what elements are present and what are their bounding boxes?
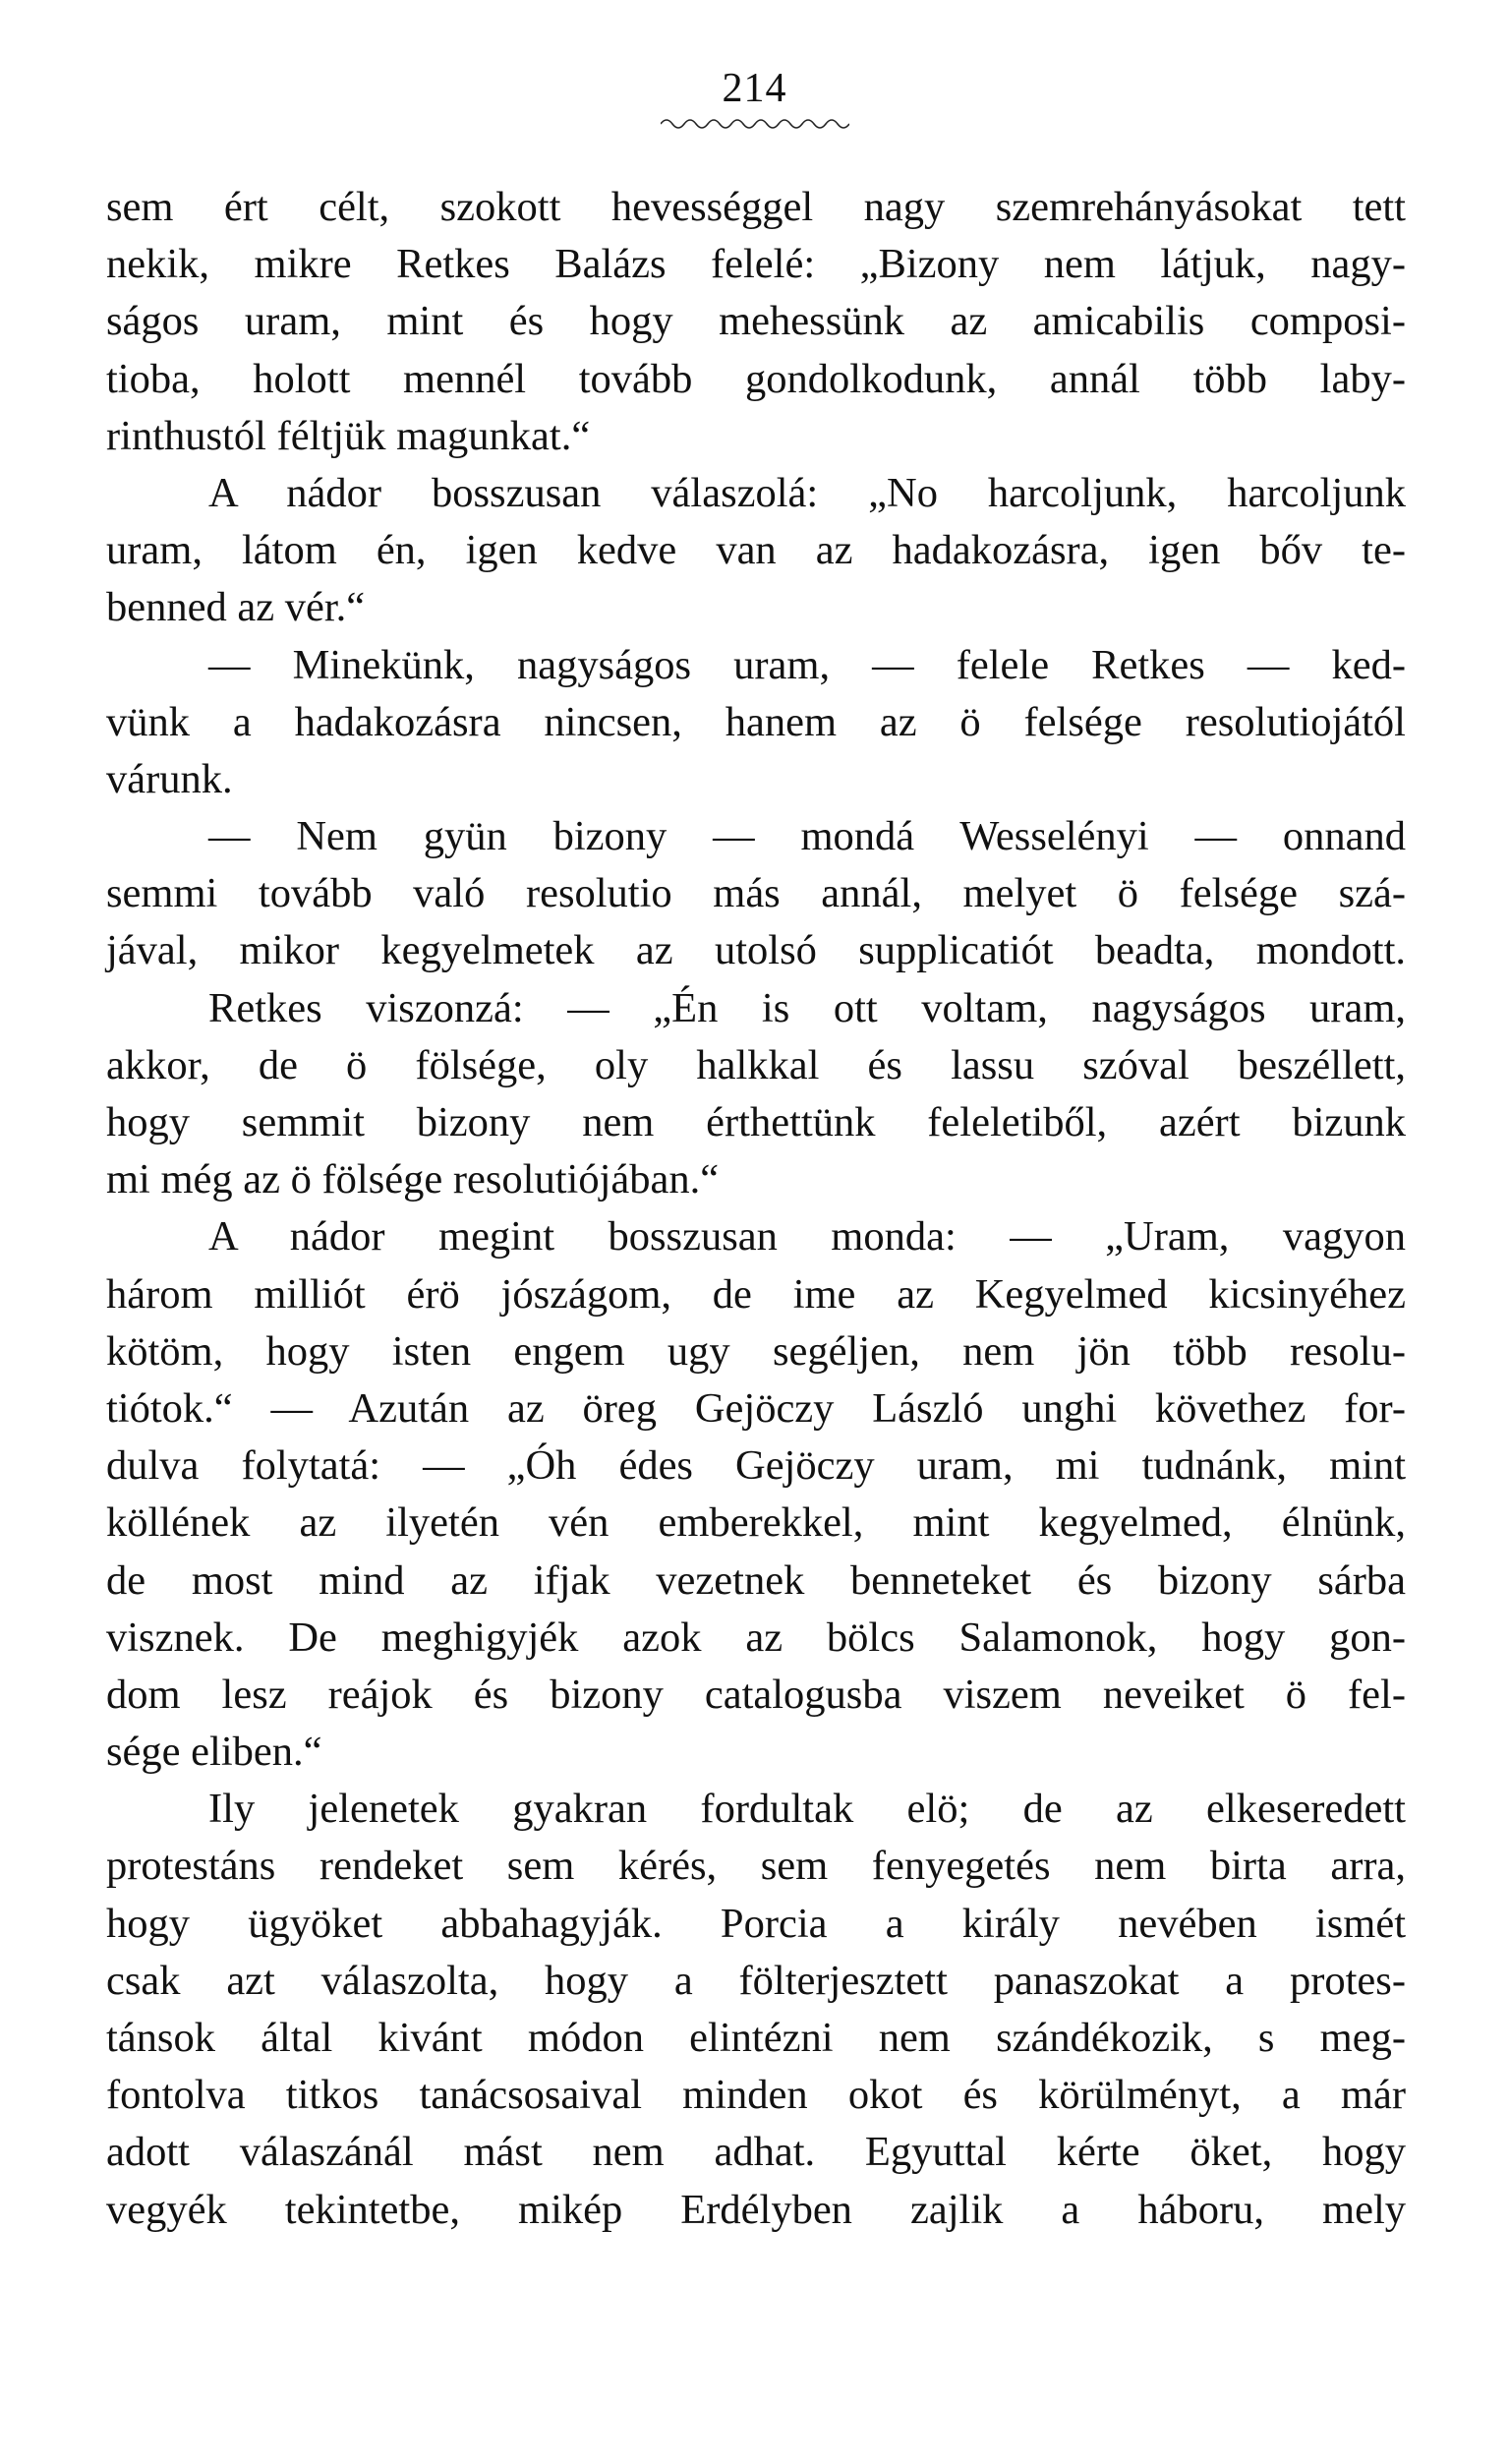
body-text: [106, 179, 1406, 2239]
text-line: vünk a hadakozásra nincsen, hanem az ö felsége resolutiojától: [106, 698, 1406, 745]
text-line: A nádor bosszusan válaszolá: „No harcoljunk, harcoljunk: [208, 469, 1406, 516]
text-line: csak azt válaszolta, hogy a fölterjesztett panaszokat a protes-: [106, 1957, 1406, 2004]
text-line: akkor, de ö fölsége, oly halkkal és lassu szóval beszéllett,: [106, 1041, 1406, 1088]
text-line: tiótok.“ — Azután az öreg Gejöczy László unghi követhez for-: [106, 1384, 1406, 1432]
text-line: Retkes viszonzá: — „Én is ott voltam, nagyságos uram,: [208, 984, 1406, 1031]
text-line: sem ért célt, szokott hevességgel nagy szemrehányásokat tett: [106, 184, 1406, 230]
text-line: dulva folytatá: — „Óh édes Gejöczy uram, mi tudnánk, mint: [106, 1442, 1406, 1490]
text-line: rinthustól féltjük magunkat.“: [106, 412, 591, 459]
text-line: sége eliben.“: [106, 1729, 322, 1776]
text-line: — Nem gyün bizony — mondá Wesselényi — onnand: [208, 813, 1406, 860]
text-line: hogy semmit bizony nem érthettünk feleletiből, azért bizunk: [106, 1099, 1406, 1145]
text-line: kötöm, hogy isten engem ugy segéljen, nem jön több resolu-: [106, 1327, 1406, 1375]
text-line: adott válaszánál mást nem adhat. Egyuttal kérte öket, hogy: [106, 2129, 1406, 2176]
text-line: várunk.: [106, 755, 233, 802]
text-line: mi még az ö fölsége resolutiójában.“: [106, 1156, 720, 1203]
text-line: három milliót érö jószágom, de ime az Kegyelmed kicsinyéhez: [106, 1270, 1406, 1318]
text-line: jával, mikor kegyelmetek az utolsó supplicatiót beadta, mondott.: [106, 927, 1406, 974]
text-line: ságos uram, mint és hogy mehessünk az amicabilis composi-: [106, 298, 1406, 345]
page-number: 214: [722, 66, 787, 111]
text-line: semmi tovább való resolutio más annál, melyet ö felsége szá-: [106, 870, 1406, 917]
text-line: uram, látom én, igen kedve van az hadakozásra, igen bőv te-: [106, 527, 1406, 574]
text-line: tánsok által kivánt módon elintézni nem szándékozik, s meg-: [106, 2015, 1406, 2061]
text-line: A nádor megint bosszusan monda: — „Uram, vagyon: [208, 1213, 1406, 1261]
text-line: tioba, holott mennél tovább gondolkodunk, annál több laby-: [106, 355, 1406, 402]
text-line: dom lesz reájok és bizony catalogusba viszem neveiket ö fel-: [106, 1671, 1406, 1718]
text-line: köllének az ilyetén vén emberekkel, mint kegyelmed, élnünk,: [106, 1499, 1406, 1547]
text-line: de most mind az ifjak vezetnek benneteket és bizony sárba: [106, 1556, 1406, 1604]
text-line: benned az vér.“: [106, 584, 366, 631]
text-line: hogy ügyöket abbahagyják. Porcia a király nevében ismét: [106, 1900, 1406, 1947]
text-line: vegyék tekintetbe, mikép Erdélyben zajlik a háboru, mely: [106, 2186, 1406, 2233]
wavy-rule-ornament: [661, 116, 849, 132]
text-line: protestáns rendeket sem kérés, sem fenyegetés nem birta arra,: [106, 1843, 1406, 1890]
text-line: — Minekünk, nagyságos uram, — felele Retkes — ked-: [208, 641, 1406, 688]
text-line: nekik, mikre Retkes Balázs felelé: „Bizony nem látjuk, nagy-: [106, 241, 1406, 288]
text-line: Ily jelenetek gyakran fordultak elö; de az elkeseredett: [208, 1786, 1406, 1833]
text-line: fontolva titkos tanácsosaival minden okot és körülményt, a már: [106, 2072, 1406, 2119]
text-line: visznek. De meghigyjék azok az bölcs Salamonok, hogy gon-: [106, 1613, 1406, 1661]
